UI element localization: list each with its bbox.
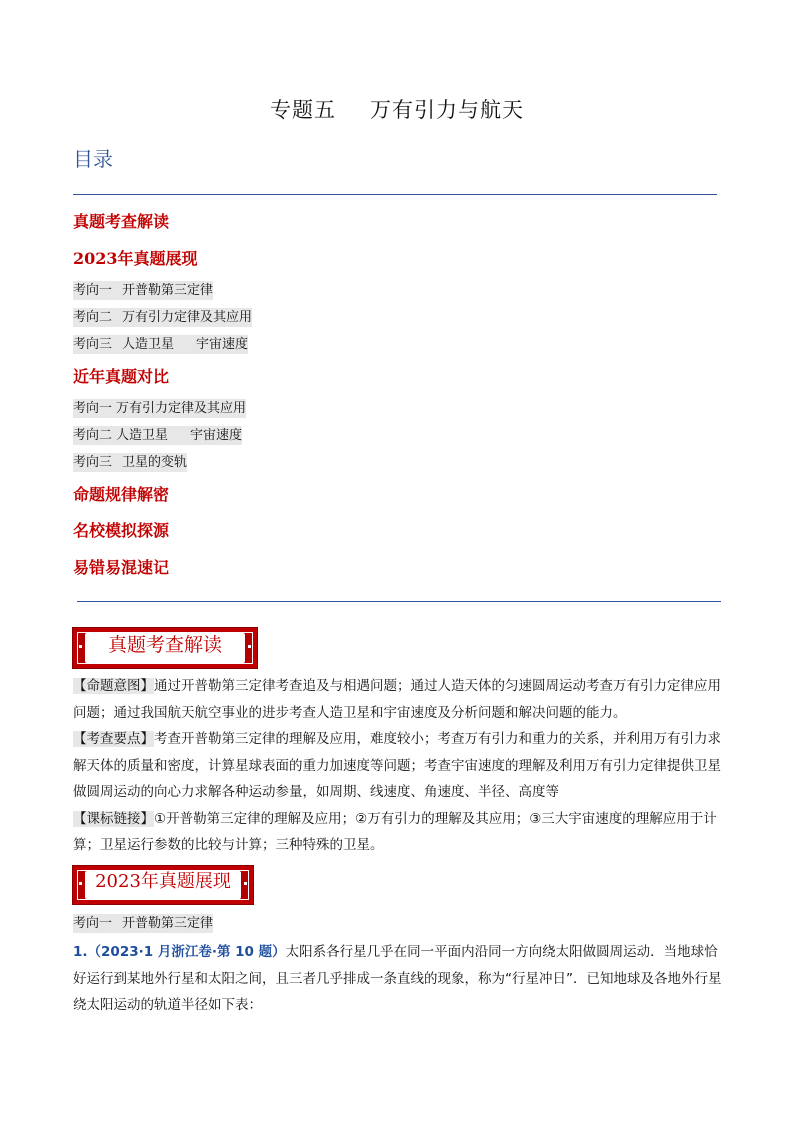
question-text: 太阳系各行星几乎在同一平面内沿同一方向绕太阳做圆周运动．当地球恰好运行到某地外行星和太阳之间，且三者几乎排成一条直线的现象，称为“行星冲日”．已知地球及各地外行星绕太阳运动的轨道半径如下表： [73, 944, 722, 1013]
toc-section-2023[interactable]: 2023年真题展现 [73, 249, 198, 268]
toc-item-2023-2[interactable]: 考向二 万有引力定律及其应用 [73, 310, 253, 325]
title-part1: 专题五 [270, 98, 336, 122]
section-item-kepler: 考向一 开普勒第三定律 [73, 916, 214, 931]
key-points-paragraph: 【考查要点】考查开普勒第三定律的理解及应用，难度较小；考查万有引力和重力的关系，并利用万有引力求解天体的质量和密度，计算星球表面的重力加速度等问题；考查宇宙速度的理解及利用万有引力定律提供卫星做圆周运动的向心力求解各种运动参量，如周期、线速度、角速度、半径、高度等 [73, 731, 721, 800]
toc-item-2023-1[interactable]: 考向一 开普勒第三定律 [73, 283, 214, 298]
toc-section-simulation[interactable]: 名校模拟探源 [73, 521, 170, 540]
question-source: （2023·1 月浙江卷·第 10 题） [87, 944, 286, 960]
question-1 [73, 939, 723, 1019]
curriculum-link-paragraph: 【课标链接】①开普勒第三定律的理解及应用；②万有引力的理解及其应用；③三大宇宙速度的理解应用于计算；卫星运行参数的比较与计算；三种特殊的卫星。 [73, 810, 717, 853]
toc-item-recent-2[interactable]: 考向二 人造卫星 宇宙速度 [73, 428, 243, 443]
toc-section-recent[interactable]: 近年真题对比 [73, 367, 170, 386]
intent-paragraph: 【命题意图】通过开普勒第三定律考查追及与相遇问题；通过人造天体的匀速圆周运动考查万有引力定律应用问题；通过我国航天航空事业的进步考查人造卫星和宇宙速度及分析问题和解决问题的能力。 [73, 678, 721, 721]
question-number: 1. [73, 944, 88, 960]
toc-item-recent-3[interactable]: 考向三 卫星的变轨 [73, 455, 188, 470]
toc-heading: 目录 [73, 147, 113, 171]
banner-label: 真题考查解读 [85, 633, 245, 663]
section-banner-2023 [72, 865, 254, 905]
toc-section-mistakes[interactable]: 易错易混速记 [73, 558, 170, 577]
banner-label: 2023年真题展现 [85, 871, 241, 899]
page-title [0, 94, 794, 124]
toc-section-patterns[interactable]: 命题规律解密 [73, 485, 170, 504]
toc-top-rule [73, 194, 717, 195]
toc-bottom-rule [77, 601, 721, 602]
section-banner-exam-analysis [72, 627, 258, 669]
intro-paragraphs [73, 673, 723, 859]
toc-item-recent-1[interactable]: 考向一 万有引力定律及其应用 [73, 401, 247, 416]
title-part2: 万有引力与航天 [370, 98, 524, 122]
toc-item-2023-3[interactable]: 考向三 人造卫星 宇宙速度 [73, 337, 249, 352]
toc-section-exam-analysis[interactable]: 真题考查解读 [73, 212, 170, 231]
